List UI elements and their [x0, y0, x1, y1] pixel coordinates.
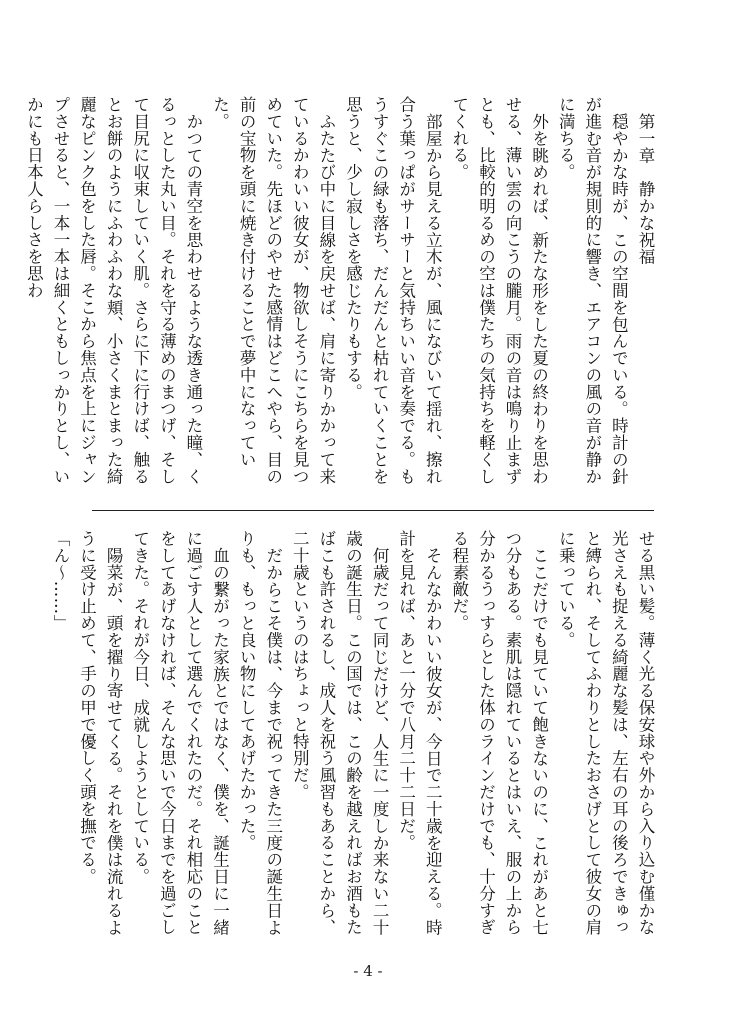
paragraph: 陽菜が、頭を擢り寄せてくる。それを僕は流れるように受け止めて、手の甲で優しく頭を撫でる。「ん〜……」 — [50, 530, 124, 936]
page-number: - 4 - — [353, 962, 383, 980]
paragraph: 外を眺めれば、新たな形をした夏の終わりを思わせる、薄い雲の向こうの朧月。雨の音は鳴り止まずとも、比較的明るめの空は僕たちの気持ちを軽くしてくれる。 — [449, 96, 549, 485]
lower-text-block — [50, 530, 658, 940]
paragraph: そんなかわいい彼女が、今日で二十歳を迎える。時計を見れば、あと一分で八月二十二日だ。 — [396, 530, 443, 936]
paragraph: だからこそ僕は、今まで祝ってきた三度の誕生日よりも、もっと良い物にしてあげたかった。 — [237, 530, 283, 936]
paragraph: ふたたび中に目線を戻せば、肩に寄りかかって来ているかわいい彼女が、物欲しそうにこちらを見つめていた。先ほどのやせた感情はどこへやら、目の前の宝物を頭に焼き付けることで夢中になっていた。 — [210, 96, 336, 485]
paragraph: せる黒い髪。薄く光る保安球や外から入り込む僅かな光さえも捉える綺麗な髪は、左右の耳の後ろできゅっと縛られ、そしてふわりとしたおさげとして彼女の肩に乗っている。 — [556, 530, 655, 936]
paragraph: 穏やかな時が、この空間を包んでいる。時計の針が進む音が規則的に響き、エアコンの風の音が静かに満ちる。 — [556, 96, 629, 485]
paragraph: 部屋から見える立木が、風になびいて揺れ、擦れ合う葉っぱがサーサーと気持ちいい音を奏でる。もうすぐこの緑も落ち、だんだんと枯れていくことを思うと、少し寂しさを感じたりもする。 — [343, 96, 443, 485]
section-divider — [92, 510, 654, 511]
chapter-title: 第一章 静かな祝福 — [636, 112, 655, 265]
paragraph: 血の繋がった家族とではなく、僕を、誕生日に一緒に過ごす人として選んでくれたのだ。それ相応のことをしてあげなければ、そんな思いで今日までを過ごしてきた。それが今日、成就しようとしている。 — [130, 530, 230, 936]
paragraph: ここだけでも見ていて飽きないのに、これがあと七つ分もある。素肌は隠れているとはいえ、服の上から分かるうっすらとした体のラインだけでも、十分すぎる程素敵だ。 — [449, 530, 549, 936]
paragraph: かつての青空を思わせるような透き通った瞳、くるっとした丸い目。それを守る薄めのまつげ、そして目尻に収束していく肌。さらに下に行けば、触るとお餅のようにふわふわな頬、小さくまとまった綺麗なピンク色をした唇。そこから焦点を上にジャンプさせると、一本一本は細くともしっかりとし、いかにも日本人らしさを思わ — [24, 96, 203, 485]
upper-text-block — [24, 96, 658, 492]
paragraph: 何歳だって同じだけど、人生に一度しか来ない二十歳の誕生日。この国では、この齢を越えればお酒もたばこも許されるし、成人を祝う風習もあることから、二十歳というのはちょっと特別だ。 — [290, 530, 390, 936]
